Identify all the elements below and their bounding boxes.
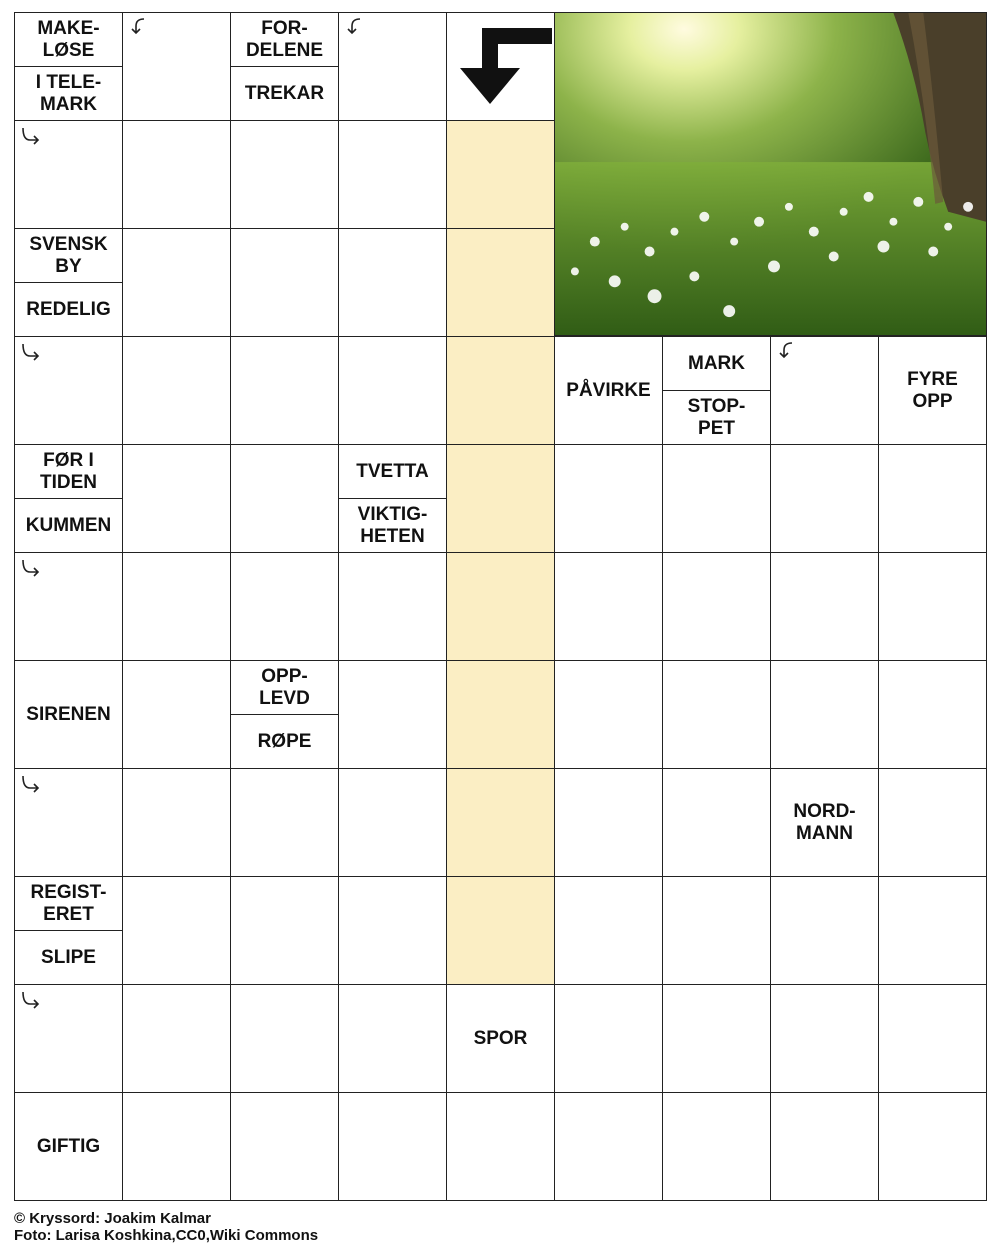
answer-cell[interactable] <box>338 120 447 229</box>
clue-cell: STOP- PET <box>662 390 771 445</box>
curved-arrow-right-icon <box>20 774 42 796</box>
highlighted-answer-cell[interactable] <box>446 876 555 985</box>
crossword-credit: © Kryssord: Joakim Kalmar <box>14 1210 211 1227</box>
clue-cell: GIFTIG <box>14 1092 123 1201</box>
curved-arrow-right-icon <box>20 126 42 148</box>
answer-cell[interactable] <box>338 768 447 877</box>
answer-cell[interactable] <box>878 876 987 985</box>
answer-cell[interactable] <box>662 444 771 553</box>
answer-cell[interactable] <box>878 768 987 877</box>
clue-cell: TREKAR <box>230 66 339 121</box>
photo-credit: Foto: Larisa Koshkina,CC0,Wiki Commons <box>14 1227 319 1244</box>
answer-cell[interactable] <box>662 660 771 769</box>
clue-cell: OPP- LEVD <box>230 660 339 715</box>
answer-cell[interactable] <box>662 552 771 661</box>
clue-cell: FØR I TIDEN <box>14 444 123 499</box>
answer-cell[interactable] <box>770 876 879 985</box>
answer-cell[interactable] <box>122 876 231 985</box>
credits <box>14 1210 318 1244</box>
clue-cell: TVETTA <box>338 444 447 499</box>
answer-cell[interactable] <box>338 552 447 661</box>
answer-cell[interactable] <box>662 984 771 1093</box>
answer-cell[interactable] <box>122 228 231 337</box>
answer-cell[interactable] <box>338 336 447 445</box>
answer-cell[interactable] <box>878 1092 987 1201</box>
answer-cell[interactable] <box>230 444 339 553</box>
answer-cell[interactable] <box>878 444 987 553</box>
answer-cell[interactable] <box>230 876 339 985</box>
answer-cell[interactable] <box>770 552 879 661</box>
curved-arrow-right-icon <box>20 342 42 364</box>
clue-cell: RØPE <box>230 714 339 769</box>
clue-cell: MARK <box>662 336 771 391</box>
clue-cell: SLIPE <box>14 930 123 985</box>
answer-cell[interactable] <box>122 660 231 769</box>
answer-cell[interactable] <box>554 552 663 661</box>
curved-arrow-right-icon <box>20 558 42 580</box>
answer-cell[interactable] <box>770 984 879 1093</box>
answer-cell[interactable] <box>230 984 339 1093</box>
highlighted-answer-cell[interactable] <box>446 444 555 553</box>
clue-cell: REGIST- ERET <box>14 876 123 931</box>
answer-cell[interactable] <box>122 768 231 877</box>
clue-cell: FYRE OPP <box>878 336 987 445</box>
answer-cell[interactable] <box>338 876 447 985</box>
answer-cell[interactable] <box>878 552 987 661</box>
answer-cell[interactable] <box>122 1092 231 1201</box>
answer-cell[interactable] <box>338 984 447 1093</box>
answer-cell[interactable] <box>122 444 231 553</box>
answer-cell[interactable] <box>230 336 339 445</box>
answer-cell[interactable] <box>122 336 231 445</box>
answer-cell[interactable] <box>554 444 663 553</box>
answer-cell[interactable] <box>878 984 987 1093</box>
answer-cell[interactable] <box>770 1092 879 1201</box>
answer-cell[interactable] <box>230 768 339 877</box>
curved-arrow-down-icon <box>124 16 146 38</box>
answer-cell[interactable] <box>662 876 771 985</box>
answer-cell[interactable] <box>878 660 987 769</box>
highlighted-answer-cell[interactable] <box>446 552 555 661</box>
curved-arrow-down-icon <box>772 340 794 362</box>
answer-cell[interactable] <box>230 228 339 337</box>
clue-cell: PÅVIRKE <box>554 336 663 445</box>
answer-cell[interactable] <box>338 228 447 337</box>
answer-cell[interactable] <box>662 768 771 877</box>
solution-arrow-icon <box>452 24 552 108</box>
answer-cell[interactable] <box>230 120 339 229</box>
answer-cell[interactable] <box>230 552 339 661</box>
clue-cell: FOR- DELENE <box>230 12 339 67</box>
answer-cell[interactable] <box>770 660 879 769</box>
clue-cell: VIKTIG- HETEN <box>338 498 447 553</box>
answer-cell[interactable] <box>554 876 663 985</box>
meadow-photo <box>554 12 987 336</box>
highlighted-answer-cell[interactable] <box>446 120 555 229</box>
answer-cell[interactable] <box>230 1092 339 1201</box>
clue-cell: SIRENEN <box>14 660 123 769</box>
answer-cell[interactable] <box>122 552 231 661</box>
highlighted-answer-cell[interactable] <box>446 228 555 337</box>
answer-cell[interactable] <box>662 1092 771 1201</box>
answer-cell[interactable] <box>554 984 663 1093</box>
curved-arrow-down-icon <box>340 16 362 38</box>
clue-cell: SPOR <box>446 984 555 1093</box>
clue-cell: I TELE- MARK <box>14 66 123 121</box>
answer-cell[interactable] <box>338 1092 447 1201</box>
answer-cell[interactable] <box>554 1092 663 1201</box>
clue-cell: MAKE- LØSE <box>14 12 123 67</box>
clue-cell: KUMMEN <box>14 498 123 553</box>
highlighted-answer-cell[interactable] <box>446 768 555 877</box>
clue-cell: NORD- MANN <box>770 768 879 877</box>
highlighted-answer-cell[interactable] <box>446 336 555 445</box>
clue-cell: SVENSK BY <box>14 228 123 283</box>
curved-arrow-right-icon <box>20 990 42 1012</box>
answer-cell[interactable] <box>770 444 879 553</box>
answer-cell[interactable] <box>122 984 231 1093</box>
answer-cell[interactable] <box>122 120 231 229</box>
answer-cell[interactable] <box>554 768 663 877</box>
highlighted-answer-cell[interactable] <box>446 660 555 769</box>
answer-cell[interactable] <box>554 660 663 769</box>
clue-cell: REDELIG <box>14 282 123 337</box>
answer-cell[interactable] <box>338 660 447 769</box>
answer-cell[interactable] <box>446 1092 555 1201</box>
